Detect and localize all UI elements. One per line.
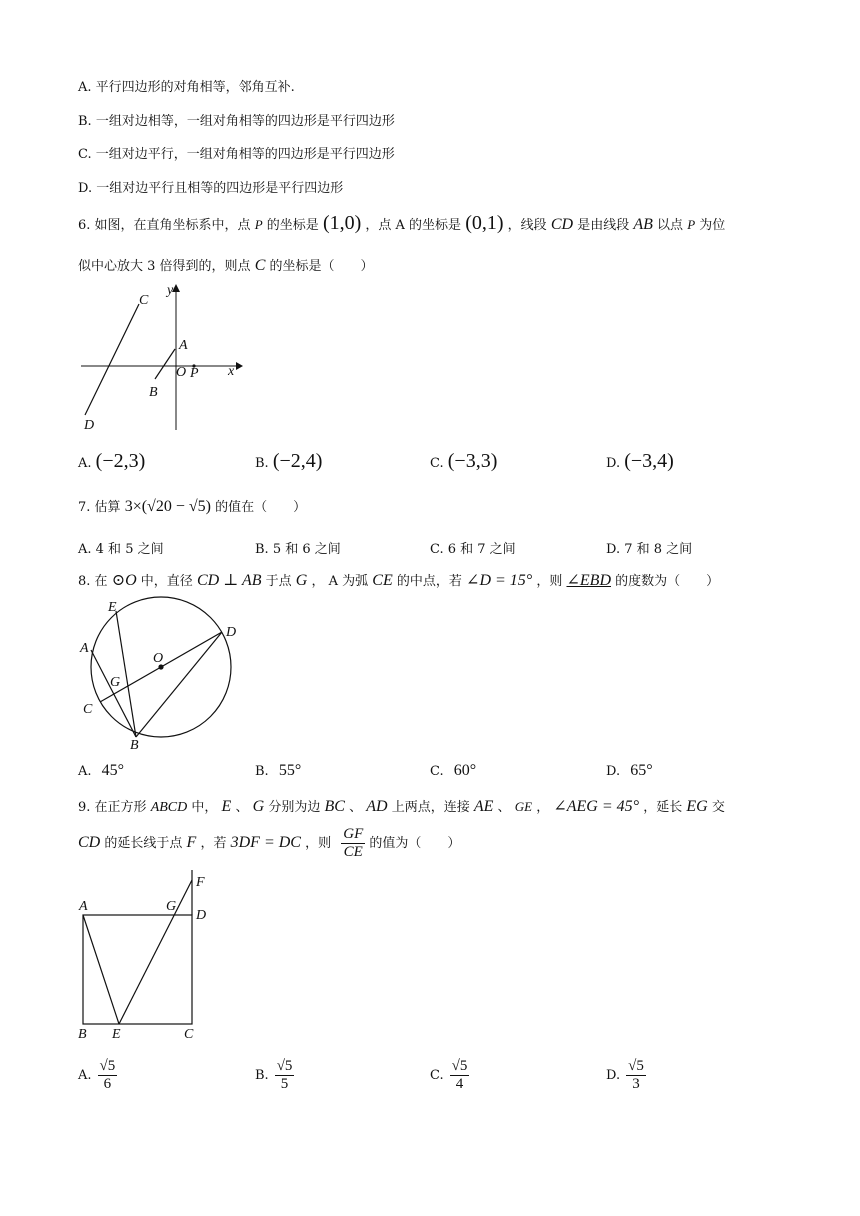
label-e: E xyxy=(112,1027,121,1042)
q6-option-a: A. (−2,3) xyxy=(78,450,146,472)
p-coordinate: (1,0) xyxy=(322,212,362,234)
a-coordinate: (0,1) xyxy=(465,212,504,234)
q9-figure xyxy=(76,868,226,1044)
q8-stem: 8. 在 ⊙O 中，直径 CD ⊥ AB 于点 G ， A 为弧 CE 的中点，若 ∠D = 15° ，则 ∠EBD 的度数为（ ） xyxy=(78,572,720,589)
segment-ae xyxy=(83,915,119,1024)
q8-option-a: A. 45° xyxy=(78,762,125,779)
q8-figure xyxy=(78,592,248,754)
q5-option-a: A. 平行四边形的对角相等，邻角互补. xyxy=(78,80,295,95)
q5-option-d: D. 一组对边平行且相等的四边形是平行四边形 xyxy=(78,181,344,196)
label-g: G xyxy=(110,675,121,690)
label-c: C xyxy=(83,702,93,717)
q6-option-b: B. (−2,4) xyxy=(255,450,323,472)
label-p: P xyxy=(190,366,199,381)
q9-option-c: C. $\frac{√5}{4}$ xyxy=(430,1058,468,1092)
label-d: D xyxy=(84,418,95,433)
segment-cd xyxy=(85,304,139,415)
q8-option-c: C. 60° xyxy=(430,762,477,779)
label-y: y xyxy=(167,283,174,298)
q7-expression: 3×(√20 − √5) xyxy=(124,498,211,515)
label-a: A xyxy=(179,338,188,353)
segment-ef xyxy=(119,880,192,1024)
q8-option-d: D. 65° xyxy=(606,762,653,779)
label-a: A xyxy=(79,899,88,914)
q5-option-b: B. 一组对边相等，一组对角相等的四边形是平行四边形 xyxy=(78,114,395,129)
q9-stem-line2: CD 的延长线于点 F ，若 3DF = DC ，则 $\frac{GF}{CE}$ 的值为（ ） xyxy=(78,826,461,860)
label-a: A xyxy=(80,641,89,656)
q7-option-a: A. 4 和 5 之间 xyxy=(78,542,164,557)
q6-figure xyxy=(76,282,246,434)
q9-option-b: B. $\frac{√5}{5}$ xyxy=(255,1058,293,1092)
x-axis-arrow xyxy=(236,362,243,370)
q7-option-b: B. 5 和 6 之间 xyxy=(255,542,341,557)
q6-option-c: C. (−3,3) xyxy=(430,450,498,472)
q9-stem-line1: 9. 在正方形 ABCD 中， E 、 G 分别为边 BC 、 AD 上两点，连接 AE 、 GE ， ∠AEG = 45° ，延长 EG 交 xyxy=(78,798,725,815)
label-o: O xyxy=(176,365,187,380)
label-e: E xyxy=(108,600,117,615)
q5-option-c: C. 一组对边平行，一组对角相等的四边形是平行四边形 xyxy=(78,147,395,162)
label-c: C xyxy=(139,293,149,308)
label-x: x xyxy=(228,364,235,379)
label-g: G xyxy=(166,899,177,914)
q7-stem: 7. 估算 3×(√20 − √5) 的值在（ ） xyxy=(78,498,307,515)
label-b: B xyxy=(130,738,139,753)
q6-stem-line2: 似中心放大 3 倍得到的，则点 C 的坐标是（ ） xyxy=(78,257,374,274)
label-f: F xyxy=(196,875,205,890)
label-b: B xyxy=(149,385,158,400)
chord-db xyxy=(136,632,222,737)
label-d: D xyxy=(196,908,207,923)
q6-stem-line1: 6. 如图，在直角坐标系中，点 P 的坐标是 (1,0) ，点 A 的坐标是 (0,1) ，线段 CD 是由线段 AB 以点 P 为位 xyxy=(78,212,726,234)
label-b: B xyxy=(78,1027,87,1042)
q9-option-d: D. $\frac{√5}{3}$ xyxy=(606,1058,644,1092)
q7-option-d: D. 7 和 8 之间 xyxy=(606,542,693,557)
square-abcd xyxy=(83,915,192,1024)
segment-ab xyxy=(155,349,175,379)
label-o: O xyxy=(153,651,164,666)
label-c: C xyxy=(184,1027,194,1042)
q9-option-a: A. $\frac{√5}{6}$ xyxy=(78,1058,116,1092)
q8-option-b: B. 55° xyxy=(255,762,302,779)
label-d: D xyxy=(226,625,237,640)
q7-option-c: C. 6 和 7 之间 xyxy=(430,542,516,557)
q9-fraction: $\frac{GF}{CE}$ xyxy=(343,826,364,860)
q6-option-d: D. (−3,4) xyxy=(606,450,674,472)
